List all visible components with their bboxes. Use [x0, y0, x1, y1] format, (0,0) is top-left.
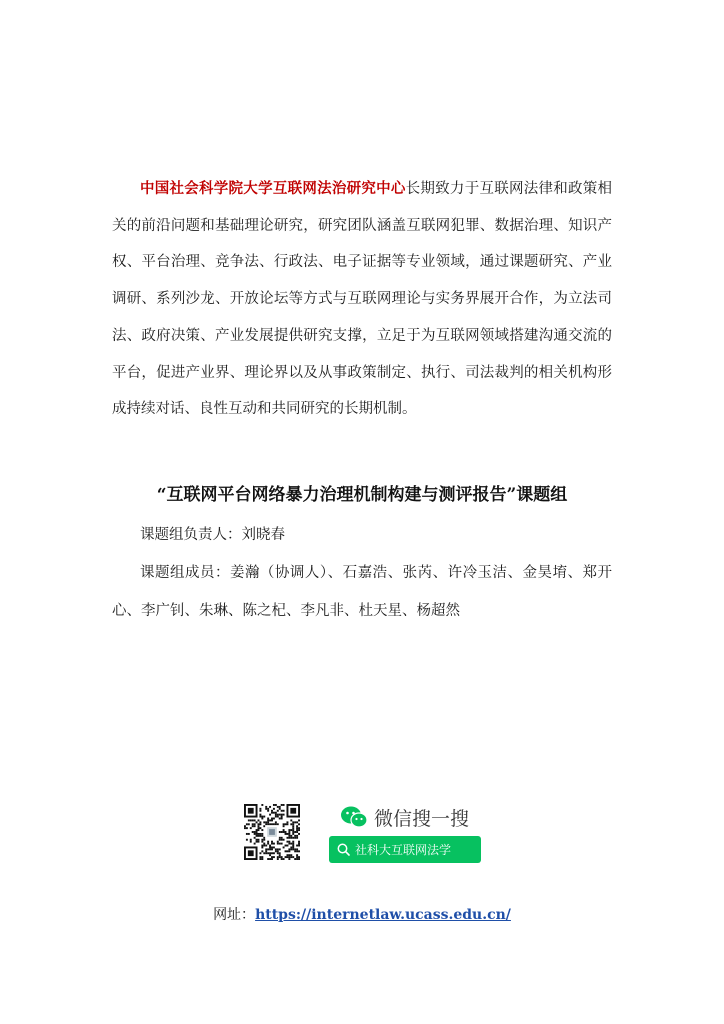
wechat-search-title: 微信搜一搜: [374, 807, 470, 830]
group-members-section: [112, 516, 612, 630]
group-leader: 课题组负责人：刘晓春: [140, 527, 285, 543]
website-link[interactable]: https://internetlaw.ucass.edu.cn/: [255, 907, 511, 923]
search-term: 社科大互联网法学: [355, 843, 452, 857]
org-name: 中国社会科学院大学互联网法治研究中心: [140, 180, 406, 197]
website-line: [0, 904, 724, 924]
wechat-search-brand: [340, 802, 469, 832]
intro-body: 长期致力于互联网法律和政策相关的前沿问题和基础理论研究，研究团队涵盖互联网犯罪、数据治理、知识产权、平台治理、竞争法、行政法、电子证据等专业领域，通过课题研究、产业调研、系列沙龙、开放论坛等方式与互联网理论与实务界展开合作，为立法司法、政府决策、产业发展提供研究支撑，立足于为互联网领域搭建沟通交流的平台，促进产业界、理论界以及从事政策制定、执行、司法裁判的相关机构形成持续对话、良性互动和共同研究的长期机制。: [112, 181, 613, 418]
wechat-search-box[interactable]: [329, 836, 481, 863]
research-group-title: “互联网平台网络暴力治理机制构建与测评报告”课题组: [156, 485, 568, 505]
intro-paragraph: [112, 171, 612, 428]
website-label: 网址：: [213, 907, 256, 923]
group-members: 课题组成员：姜瀚（协调人）、石嘉浩、张芮、许冷玉洁、金昊堉、郑开心、李广钊、朱琳、陈之杞、李凡非、杜天星、杨超然: [112, 565, 612, 619]
search-icon: [337, 843, 350, 856]
wechat-logo-icon: [340, 805, 368, 829]
qr-code-icon: [244, 804, 300, 860]
